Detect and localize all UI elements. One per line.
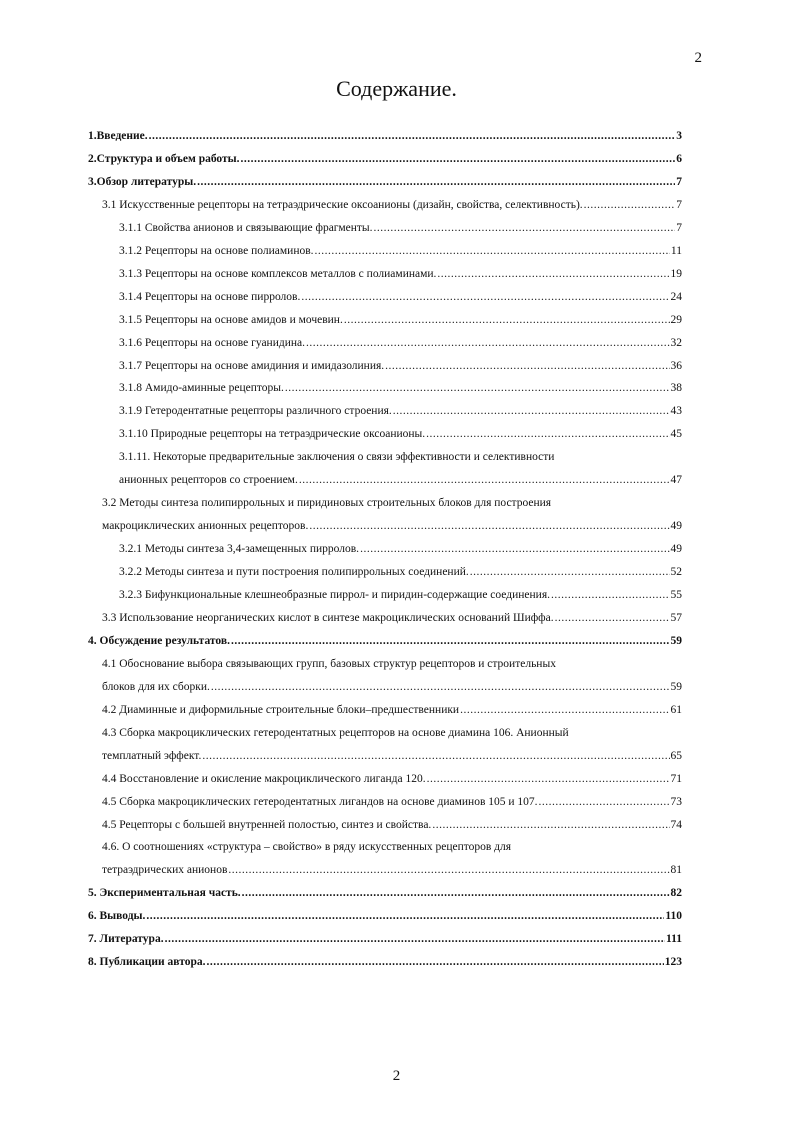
toc-entry-title: 3.1.5 Рецепторы на основе амидов и мочевин. <box>119 313 343 326</box>
toc-entry <box>88 470 682 490</box>
toc-leader-dots <box>206 952 663 972</box>
toc-entry-page: 6 <box>676 152 682 165</box>
toc-entry-title: 4.1 Обоснование выбора связывающих групп, базовых структур рецепторов и строительных <box>102 657 556 670</box>
toc-entry-title: 8. Публикации автора. <box>88 956 206 969</box>
toc-leader-dots <box>211 677 670 697</box>
toc-entry-title: 3.1.9 Гетеродентатные рецепторы различного строения. <box>119 405 392 418</box>
toc-entry-title: 3.2.1 Методы синтеза 3,4-замещенных пирролов. <box>119 543 360 556</box>
toc-entry-page: 61 <box>670 703 682 716</box>
toc-entry-page: 49 <box>670 543 682 556</box>
toc-leader-dots <box>427 769 670 789</box>
toc-leader-dots <box>149 126 676 146</box>
toc-entry-page: 49 <box>670 520 682 533</box>
toc-entry <box>88 746 682 766</box>
toc-entry <box>88 401 682 421</box>
toc-entry <box>88 700 682 720</box>
toc-entry <box>88 952 682 972</box>
toc-leader-dots <box>146 906 664 926</box>
toc-entry-page: 19 <box>670 267 682 280</box>
toc-entry-page: 7 <box>676 198 682 211</box>
toc-entry-page: 52 <box>670 566 682 579</box>
toc-entry-title: 4.5 Рецепторы с большей внутренней полостью, синтез и свойства. <box>102 818 432 831</box>
toc-leader-dots <box>584 195 676 215</box>
toc-entry-page: 3 <box>676 130 682 142</box>
page-number-top: 2 <box>694 50 702 66</box>
toc-entry-page: 7 <box>676 221 682 234</box>
toc-entry-title: 4.5 Сборка макроциклических гетеродентатных лигандов на основе диаминов 105 и 107. <box>102 795 538 808</box>
toc-entry <box>88 172 682 192</box>
toc-leader-dots <box>202 746 669 766</box>
toc-entry-page: 47 <box>670 474 682 487</box>
toc-entry-page: 32 <box>670 336 682 349</box>
toc-entry-title: 4.6. О соотношениях «структура – свойство» в ряду искусственных рецепторов для <box>102 841 512 854</box>
toc-entry-title: 1.Введение. <box>88 130 148 142</box>
toc-entry-title: 4.3 Сборка макроциклических гетеродентатных рецепторов на основе диамина 106. Анионный <box>102 726 569 739</box>
toc-entry-page: 38 <box>670 382 682 395</box>
toc-entry <box>88 516 682 536</box>
toc-entry-title: тетраэдрических анионов <box>102 864 228 877</box>
toc-entry-title: блоков для их сборки. <box>102 680 210 693</box>
toc-entry-title: 3.2.3 Бифункциональные клешнеобразные пиррол- и пиридин-содержащие соединения. <box>119 589 550 601</box>
toc-entry-title: 3.1.7 Рецепторы на основе амидиния и имидазолиния. <box>119 359 385 372</box>
toc-entry-title: 3.1.8 Амидо-аминные рецепторы. <box>119 382 284 395</box>
toc-entry-page: 65 <box>670 749 682 762</box>
toc-entry-page: 11 <box>670 244 682 257</box>
toc-entry-title: 3.1.3 Рецепторы на основе комплексов металлов с полиаминами. <box>119 267 437 280</box>
toc-leader-dots <box>344 310 670 330</box>
toc-entry <box>88 539 682 559</box>
toc-entry-page: 57 <box>670 611 682 624</box>
toc-entry <box>88 195 682 215</box>
toc-entry-page: 71 <box>670 772 682 785</box>
toc-entry <box>88 218 682 238</box>
page-title: Содержание. <box>336 76 457 101</box>
toc-leader-dots <box>385 356 669 376</box>
toc-entry-title: анионных рецепторов со строением. <box>119 474 298 487</box>
toc-entry-page: 36 <box>670 359 682 372</box>
toc-leader-dots <box>360 539 669 559</box>
toc-entry <box>88 424 682 444</box>
toc-entry-page: 74 <box>670 818 682 831</box>
toc-leader-dots <box>426 424 669 444</box>
toc-entry-page: 24 <box>670 290 682 303</box>
toc-entry-page: 110 <box>665 910 682 923</box>
toc-entry-title: 3.2.2 Методы синтеза и пути построения полипиррольных соединений. <box>119 566 469 579</box>
toc-leader-dots <box>432 815 669 835</box>
toc-entry-title: 3.Обзор литературы. <box>88 175 197 188</box>
toc-leader-dots <box>299 470 670 490</box>
toc-leader-dots <box>470 562 670 582</box>
toc-entry <box>88 585 682 605</box>
toc-entry-title: 5. Экспериментальная часть. <box>88 887 241 900</box>
toc-entry-page: 123 <box>664 956 682 969</box>
toc-leader-dots <box>285 378 670 398</box>
toc-entry <box>88 333 682 353</box>
toc-entry-title: 2.Структура и объем работы. <box>88 152 240 165</box>
toc-entry-title: 3.1.2 Рецепторы на основе полиаминов. <box>119 244 314 257</box>
toc-entry-title: 4.2 Диаминные и диформильные строительные блоки–предшественники <box>102 703 460 716</box>
toc-leader-dots <box>555 608 670 628</box>
toc-entry <box>88 792 682 812</box>
toc-entry-page: 59 <box>670 680 682 693</box>
toc-leader-dots <box>551 585 670 605</box>
toc-entry <box>88 815 682 835</box>
toc-leader-dots <box>374 218 676 238</box>
toc-entry <box>88 493 682 513</box>
toc-entry-title: 3.1.10 Природные рецепторы на тетраэдрические оксоанионы. <box>119 428 426 441</box>
toc-leader-dots <box>228 860 669 880</box>
toc-leader-dots <box>242 883 670 903</box>
toc-entry-title: макроциклических анионных рецепторов. <box>102 520 309 533</box>
toc-entry <box>88 310 682 330</box>
toc-entry-page: 82 <box>670 887 682 900</box>
toc-leader-dots <box>437 264 669 284</box>
toc-leader-dots <box>241 149 676 169</box>
toc-leader-dots <box>301 287 669 307</box>
toc-entry-title: темплатный эффект. <box>102 749 202 762</box>
toc-entry-title: 3.1.1 Свойства анионов и связывающие фрагменты. <box>119 221 373 234</box>
toc-entry <box>88 906 682 926</box>
toc-leader-dots <box>231 631 670 651</box>
toc-entry-title: 6. Выводы. <box>88 910 146 923</box>
toc-leader-dots <box>393 401 670 421</box>
toc-entry-title: 3.1 Искусственные рецепторы на тетраэдрические оксоанионы (дизайн, свойства, селективность). <box>102 198 583 211</box>
toc-entry-title: 3.1.11. Некоторые предварительные заключения о связи эффективности и селективности <box>119 451 555 464</box>
toc-entry <box>88 860 682 880</box>
toc-entry <box>88 769 682 789</box>
toc-entry <box>88 608 682 628</box>
toc-entry <box>88 378 682 398</box>
toc-entry-page: 43 <box>670 405 682 418</box>
toc-entry <box>88 929 682 949</box>
toc-leader-dots <box>539 792 670 812</box>
toc-entry <box>88 126 682 146</box>
toc-entry-page: 45 <box>670 428 682 441</box>
toc-entry <box>88 241 682 261</box>
toc-entry-title: 4. Обсуждение результатов. <box>88 634 230 647</box>
toc-entry-page: 111 <box>666 933 682 946</box>
toc-entry-title: 4.4 Восстановление и окисление макроциклического лиганда 120. <box>102 772 426 785</box>
toc-entry <box>88 562 682 582</box>
toc-entry-title: 7. Литература. <box>88 933 164 946</box>
toc-entry <box>88 677 682 697</box>
toc-entry-page: 59 <box>670 634 682 647</box>
toc-entry-page: 73 <box>670 795 682 808</box>
toc-entry-title: 3.2 Методы синтеза полипиррольных и пиридиновых строительных блоков для построения <box>102 497 552 510</box>
toc-leader-dots <box>197 172 675 192</box>
toc-entry <box>88 149 682 169</box>
toc-entry <box>88 287 682 307</box>
toc-entry-page: 29 <box>670 313 682 326</box>
toc-entry <box>88 264 682 284</box>
toc-leader-dots <box>306 333 670 353</box>
toc-entry <box>88 723 682 743</box>
toc-entry-page: 7 <box>676 175 682 188</box>
toc-entry-title: 3.1.6 Рецепторы на основе гуанидина. <box>119 336 305 349</box>
toc-entry <box>88 654 682 674</box>
toc-entry <box>88 631 682 651</box>
toc-entry <box>88 837 682 857</box>
toc-entry <box>88 883 682 903</box>
toc-entry-page: 55 <box>670 589 682 601</box>
toc-leader-dots <box>460 700 669 720</box>
toc-leader-dots <box>165 929 665 949</box>
page-number-bottom: 2 <box>392 1068 401 1084</box>
toc-entry <box>88 356 682 376</box>
toc-entry <box>88 447 682 467</box>
toc-entry-title: 3.1.4 Рецепторы на основе пирролов. <box>119 290 301 303</box>
toc-entry-title: 3.3 Использование неорганических кислот в синтезе макроциклических оснований Шиффа. <box>102 611 554 624</box>
toc-leader-dots <box>309 516 669 536</box>
toc-leader-dots <box>315 241 670 261</box>
toc-entry-page: 81 <box>670 864 682 877</box>
